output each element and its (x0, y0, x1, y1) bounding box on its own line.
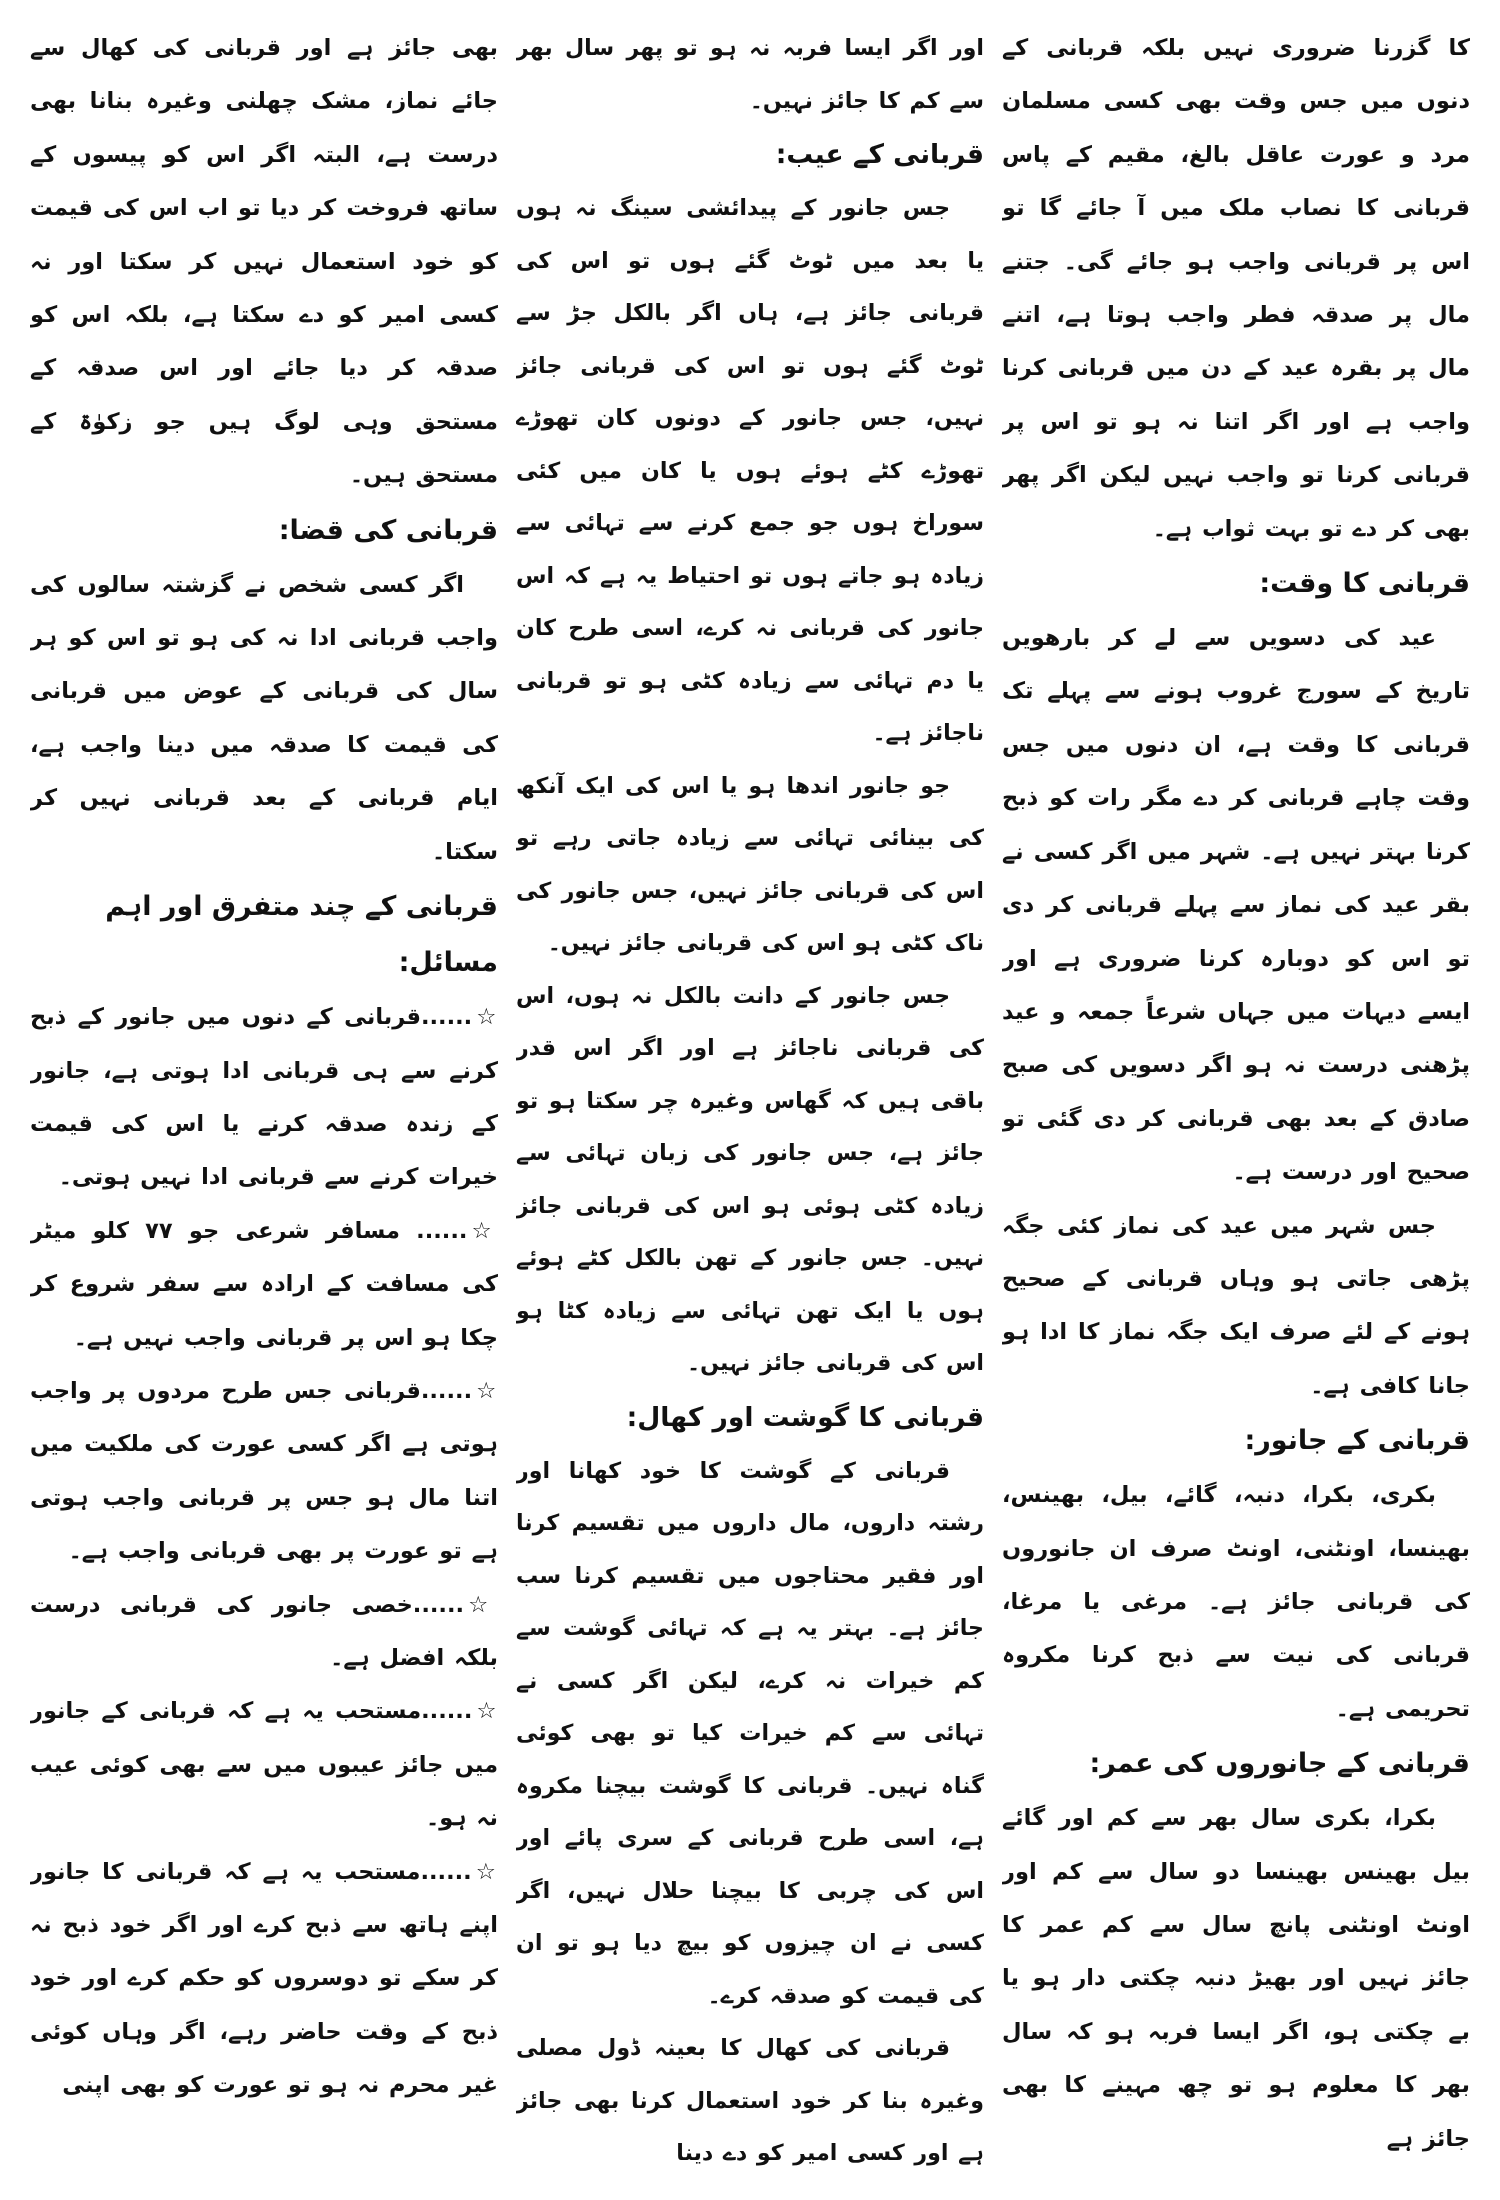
section-heading: قربانی کے جانور: (1244, 1425, 1470, 1457)
body-paragraph: جس جانور کے پیدائشی سینگ نہ ہوں یا بعد میں ٹوٹ گئے ہوں تو اس کی قربانی جائز ہے، ہاں اگر بالکل جڑ سے ٹوٹ گئے ہوں تو اس کی قربانی جائز نہیں، جس جانور کے دونوں کان تھوڑے تھوڑے کٹے ہوئے ہوں یا کان میں کئی سوراخ ہوں جو جمع کرنے سے تہائی سے زیادہ ہو جاتے ہوں تو احتیاط یہ ہے کہ اس جانور کی قربانی نہ کرے، اسی طرح کان یا دم تہائی سے زیادہ کٹی ہو تو قربانی ناجائز ہے۔ (516, 195, 984, 747)
bullet-paragraph (30, 1685, 498, 1845)
bullet-paragraph (30, 1579, 498, 1686)
column-left (30, 22, 498, 2192)
section-heading: قربانی کی قضا: (278, 514, 498, 546)
text-columns (30, 22, 1470, 2192)
star-bullet-icon: ☆ (476, 1004, 498, 1031)
body-paragraph: بکری، بکرا، دنبہ، گائے، بیل، بھینس، بھینسا، اونٹنی، اونٹ صرف ان جانوروں کی قربانی جائز ہے۔ مرغی یا مرغا، قربانی کی نیت سے ذبح کرنا مکروہ تحریمی ہے۔ (1002, 1482, 1470, 1722)
section-heading: قربانی کا وقت: (1259, 568, 1470, 600)
star-bullet-icon: ☆ (476, 1698, 498, 1725)
body-paragraph: اگر کسی شخص نے گزشتہ سالوں کی واجب قربانی ادا نہ کی ہو تو اس کو ہر سال کی قربانی کے عوض میں قربانی کی قیمت کا صدقہ میں دینا واجب ہے، ایام قربانی کے بعد قربانی نہیں کر سکتا۔ (30, 571, 498, 865)
body-paragraph: عید کی دسویں سے لے کر بارھویں تاریخ کے سورج غروب ہونے سے پہلے تک قربانی کا وقت ہے، ان دنوں میں جس وقت چاہے قربانی کر دے مگر رات کو ذبح کرنا بہتر نہیں ہے۔ شہر میں اگر کسی نے بقر عید کی نماز سے پہلے قربانی کر دی تو اس کو دوبارہ کرنا ضروری ہے اور ایسے دیہات میں جہاں شرعاً جمعہ و عید پڑھنی درست نہ ہو اگر دسویں کی صبح صادق کے بعد بھی قربانی کر دی گئی تو صحیح اور درست ہے۔ (1002, 625, 1470, 1186)
body-paragraph: جس شہر میں عید کی نماز کئی جگہ پڑھی جاتی ہو وہاں قربانی کے صحیح ہونے کے لئے صرف ایک جگہ نماز کا ادا ہو جانا کافی ہے۔ (1002, 1212, 1470, 1399)
body-paragraph: جو جانور اندھا ہو یا اس کی ایک آنکھ کی بینائی تہائی سے زیادہ جاتی رہے تو اس کی قربانی جائز نہیں، جس جانور کی ناک کٹی ہو اس کی قربانی جائز نہیں۔ (516, 772, 984, 957)
bullet-text: ...... مسافر شرعی جو ۷۷ کلو میٹر کی مسافت کے ارادہ سے سفر شروع کر چکا ہو اس پر قربانی واجب نہیں ہے۔ (30, 1217, 498, 1351)
bullet-text: ......قربانی کے دنوں میں جانور کے ذبح کرنے سے ہی قربانی ادا ہوتی ہے، جانور کے زندہ صدقہ کرنے یا اس کی قیمت خیرات کرنے سے قربانی ادا نہیں ہوتی۔ (30, 1004, 498, 1191)
body-paragraph: بکرا، بکری سال بھر سے کم اور گائے بیل بھینس بھینسا دو سال سے کم اور اونٹ اونٹنی پانچ سال سے کم عمر کا جائز نہیں اور بھیڑ دنبہ چکتی دار ہو یا بے چکتی ہو، اگر ایسا فربہ ہو کہ سال بھر کا معلوم ہو تو چھ مہینے کا بھی جائز ہے (1002, 1805, 1470, 2152)
section-heading: قربانی کے عیب: (775, 139, 984, 170)
star-bullet-icon: ☆ (476, 1377, 498, 1404)
star-bullet-icon: ☆ (471, 1217, 498, 1244)
bullet-text: ......خصی جانور کی قربانی درست بلکہ افضل ہے۔ (30, 1591, 498, 1671)
bullet-text: ......مستحب یہ ہے کہ قربانی کے جانور میں جائز عیبوں میں سے بھی کوئی عیب نہ ہو۔ (30, 1698, 498, 1832)
body-paragraph: بھی جائز ہے اور قربانی کی کھال سے جائے نماز، مشک چھلنی وغیرہ بنانا بھی درست ہے، البتہ اگر اس کو پیسوں کے ساتھ فروخت کر دیا تو اب اس کی قیمت کو خود استعمال نہیں کر سکتا اور نہ کسی امیر کو دے سکتا ہے، بلکہ اس کو صدقہ کر دیا جائے اور اس صدقہ کے مستحق وہی لوگ ہیں جو زکوٰۃ کے مستحق ہیں۔ (30, 35, 498, 489)
section-heading: قربانی کے جانوروں کی عمر: (1089, 1748, 1470, 1780)
star-bullet-icon: ☆ (468, 1591, 498, 1618)
body-paragraph: قربانی کے گوشت کا خود کھانا اور رشتہ داروں، مال داروں میں تقسیم کرنا اور فقیر محتاجوں میں تقسیم کرنا سب جائز ہے۔ بہتر یہ ہے کہ تہائی گوشت سے کم خیرات نہ کرے، لیکن اگر کسی نے تہائی سے کم خیرات کیا تو بھی کوئی گناہ نہیں۔ قربانی کا گوشت بیچنا مکروہ ہے، اسی طرح قربانی کے سری پائے اور اس کی چربی کا بیچنا حلال نہیں، اگر کسی نے ان چیزوں کو بیچ دیا ہو تو ان کی قیمت کو صدقہ کرے۔ (516, 1457, 984, 2009)
section-heading: قربانی کا گوشت اور کھال: (626, 1401, 984, 1433)
column-right (1002, 22, 1470, 2192)
star-bullet-icon: ☆ (475, 1858, 498, 1885)
column-middle (516, 22, 984, 2192)
body-paragraph: اور اگر ایسا فربہ نہ ہو تو پھر سال بھر سے کم کا جائز نہیں۔ (516, 35, 984, 114)
body-paragraph: جس جانور کے دانت بالکل نہ ہوں، اس کی قربانی ناجائز ہے اور اگر اس قدر باقی ہیں کہ گھاس وغیرہ چر سکتا ہو تو جائز ہے، جس جانور کی زبان تہائی سے زیادہ کٹی ہوئی ہو اس کی قربانی جائز نہیں۔ جس جانور کے تھن بالکل کٹے ہوئے ہوں یا ایک تھن تہائی سے زیادہ کٹا ہو اس کی قربانی جائز نہیں۔ (516, 982, 984, 1377)
bullet-text: ......قربانی جس طرح مردوں پر واجب ہوتی ہے اگر کسی عورت کی ملکیت میں اتنا مال ہو جس پر قربانی واجب ہوتی ہے تو عورت پر بھی قربانی واجب ہے۔ (30, 1377, 498, 1565)
bullet-paragraph (30, 1846, 498, 2113)
bullet-paragraph (30, 991, 498, 1205)
bullet-text: ......مستحب یہ ہے کہ قربانی کا جانور اپنے ہاتھ سے ذبح کرے اور اگر خود ذبح نہ کر سکے تو دوسروں کو حکم کرے اور خود ذبح کے وقت حاضر رہے، اگر وہاں کوئی غیر محرم نہ ہو تو عورت کو بھی اپنی (30, 1858, 498, 2099)
body-paragraph: کا گزرنا ضروری نہیں بلکہ قربانی کے دنوں میں جس وقت بھی کسی مسلمان مرد و عورت عاقل بالغ، مقیم کے پاس قربانی کا نصاب ملک میں آ جائے گا تو اس پر قربانی واجب ہو جائے گی۔ جتنے مال پر صدقہ فطر واجب ہوتا ہے، اتنے مال پر بقرہ عید کے دن میں قربانی کرنا واجب ہے اور اگر اتنا نہ ہو تو اس پر قربانی کرنا تو واجب نہیں لیکن اگر پھر بھی کر دے تو بہت ثواب ہے۔ (1002, 35, 1470, 542)
bullet-paragraph (30, 1365, 498, 1579)
section-heading: قربانی کے چند متفرق اور اہم مسائل: (105, 891, 498, 979)
body-paragraph: قربانی کی کھال کا بعینہ ڈول مصلی وغیرہ بنا کر خود استعمال کرنا بھی جائز ہے اور کسی امیر کو دے دینا (516, 2035, 984, 2167)
bullet-paragraph (30, 1205, 498, 1365)
